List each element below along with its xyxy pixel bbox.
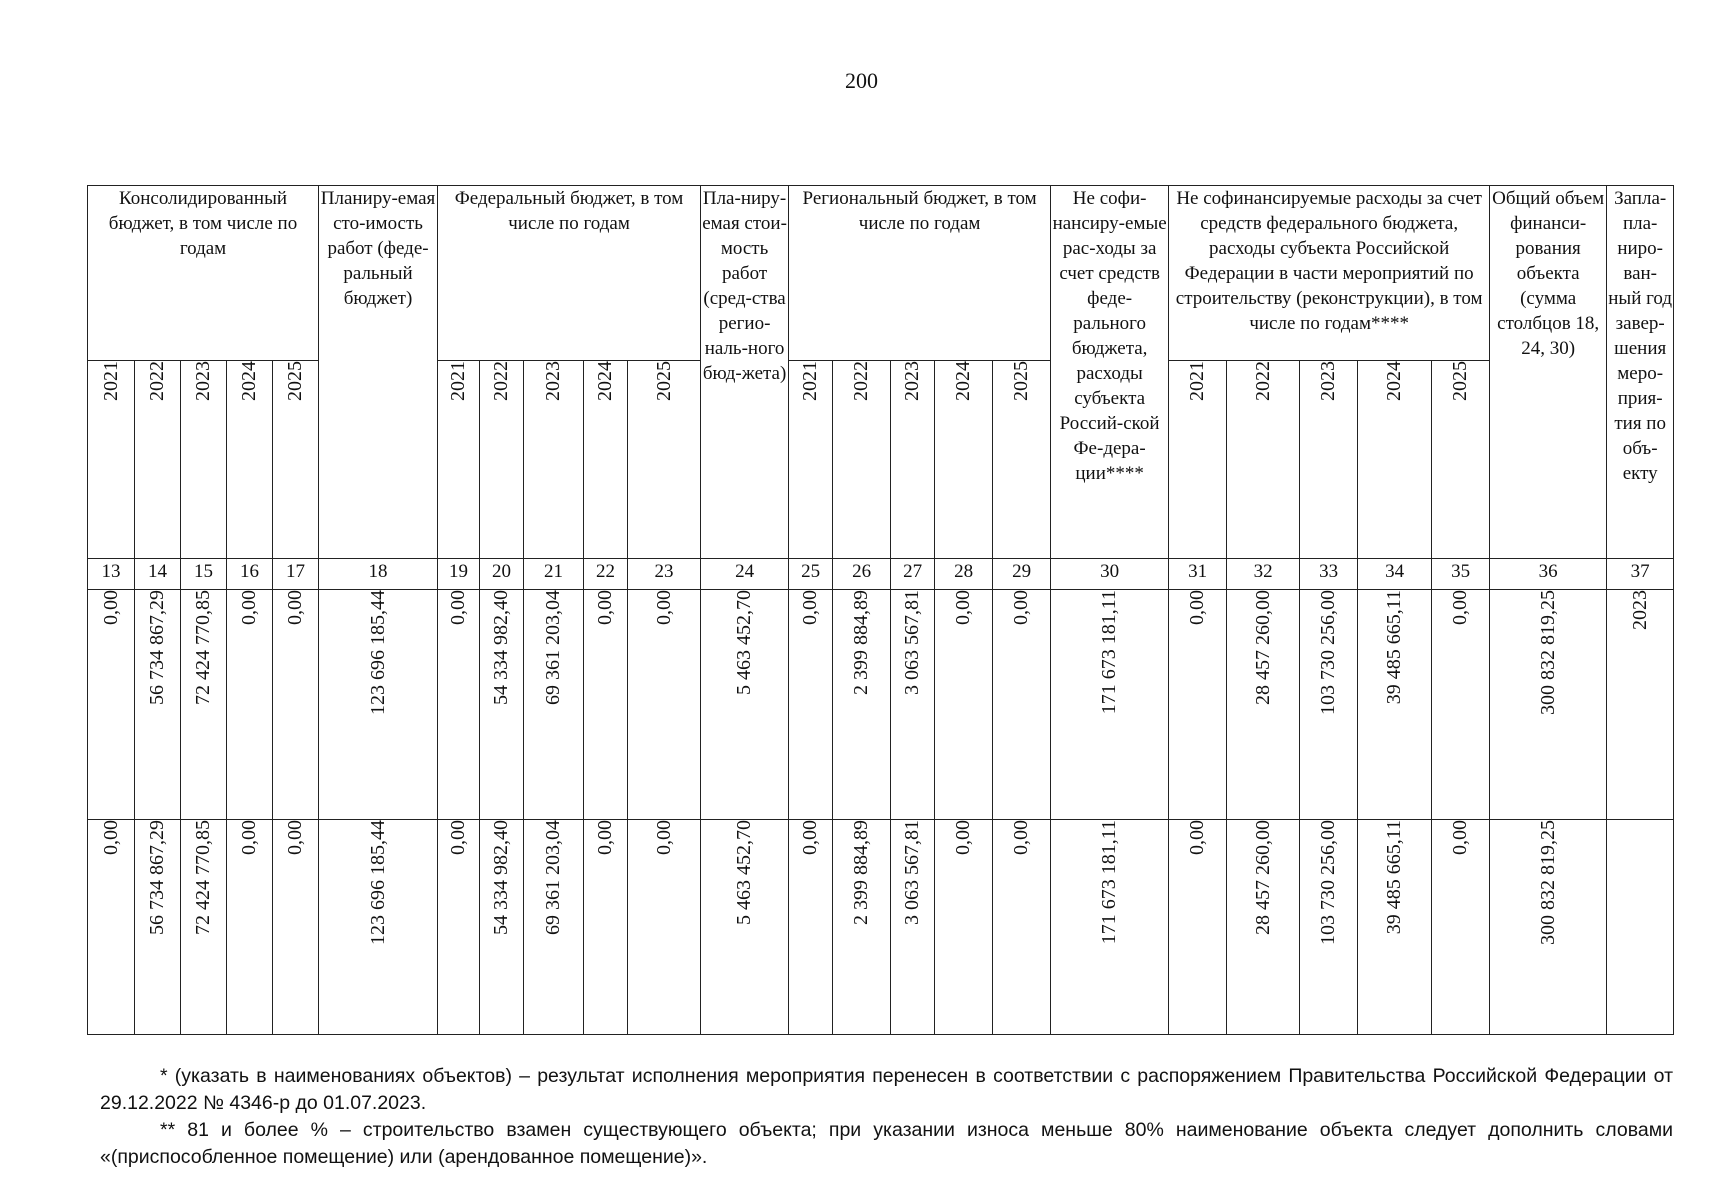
table-cell <box>701 590 789 820</box>
table-cell <box>891 820 935 1035</box>
cell-value: 0,00 <box>594 820 617 855</box>
table-cell <box>584 820 628 1035</box>
cell-value: 69 361 203,04 <box>542 590 565 705</box>
year-header: 2023 <box>891 361 935 559</box>
cell-value: 39 485 665,11 <box>1383 820 1406 935</box>
table-cell <box>935 590 993 820</box>
column-number: 20 <box>480 559 524 590</box>
table-cell <box>181 820 227 1035</box>
cell-value: 0,00 <box>1010 820 1033 855</box>
year-header: 2024 <box>227 361 273 559</box>
year-header: 2025 <box>993 361 1051 559</box>
table-cell <box>181 590 227 820</box>
table-cell <box>480 820 524 1035</box>
year-header: 2025 <box>273 361 319 559</box>
table-cell <box>1607 590 1674 820</box>
table-cell <box>1051 820 1169 1035</box>
column-number: 17 <box>273 559 319 590</box>
cell-value: 56 734 867,29 <box>146 820 168 935</box>
header-completion-year: Запла-пла-ниро-ван-ный год завер-шения меро-прия-тия по объ-екту <box>1607 186 1674 559</box>
column-number: 18 <box>319 559 438 590</box>
year-header: 2022 <box>480 361 524 559</box>
cell-value: 0,00 <box>99 820 122 855</box>
header-regional-budget: Региональный бюджет, в том числе по годам <box>789 186 1051 361</box>
table-cell <box>135 820 181 1035</box>
table-cell <box>524 590 584 820</box>
table-cell <box>1490 820 1607 1035</box>
year-header: 2024 <box>584 361 628 559</box>
table-cell <box>993 590 1051 820</box>
column-number: 25 <box>789 559 833 590</box>
table-cell <box>227 590 273 820</box>
column-number: 32 <box>1227 559 1300 590</box>
table-cell <box>584 590 628 820</box>
table-row <box>88 820 1674 1035</box>
table-cell <box>1432 590 1490 820</box>
column-number-row <box>88 559 1674 590</box>
table-cell <box>1300 590 1358 820</box>
column-number: 27 <box>891 559 935 590</box>
table-cell <box>1358 820 1432 1035</box>
column-number: 26 <box>833 559 891 590</box>
cell-value: 171 673 181,11 <box>1098 590 1121 715</box>
cell-value: 103 730 256,00 <box>1317 820 1340 945</box>
year-header: 2022 <box>135 361 181 559</box>
table-cell <box>524 820 584 1035</box>
table-cell <box>1227 820 1300 1035</box>
cell-value: 0,00 <box>238 820 260 855</box>
cell-value: 0,00 <box>1186 820 1209 855</box>
column-number: 33 <box>1300 559 1358 590</box>
table-cell <box>935 820 993 1035</box>
cell-value: 69 361 203,04 <box>542 820 565 935</box>
page-number: 200 <box>845 68 878 93</box>
table-cell <box>1051 590 1169 820</box>
cell-value: 300 832 819,25 <box>1536 590 1559 715</box>
cell-value: 123 696 185,44 <box>366 590 389 715</box>
cell-value: 0,00 <box>1449 820 1472 855</box>
header-consolidated-budget: Консолидированный бюджет, в том числе по годам <box>88 186 319 361</box>
table-cell <box>1607 820 1674 1035</box>
column-number: 35 <box>1432 559 1490 590</box>
table-cell <box>891 590 935 820</box>
column-number: 19 <box>438 559 480 590</box>
table-cell <box>88 820 135 1035</box>
year-header: 2023 <box>524 361 584 559</box>
cell-value: 72 424 770,85 <box>192 590 214 705</box>
year-header: 2022 <box>1227 361 1300 559</box>
cell-value: 2 399 884,89 <box>850 590 873 695</box>
cell-value: 28 457 260,00 <box>1251 590 1274 705</box>
column-number: 22 <box>584 559 628 590</box>
table-cell <box>1169 820 1227 1035</box>
table-cell <box>993 820 1051 1035</box>
table-cell <box>273 820 319 1035</box>
cell-value: 5 463 452,70 <box>733 590 756 695</box>
cell-value: 0,00 <box>99 590 122 625</box>
table-cell <box>1300 820 1358 1035</box>
cell-value: 300 832 819,25 <box>1536 820 1559 945</box>
column-number: 30 <box>1051 559 1169 590</box>
column-number: 13 <box>88 559 135 590</box>
year-header: 2021 <box>789 361 833 559</box>
footnote-2: ** 81 и более % – строительство взамен существующего объекта; при указании износа меньше 80% наименование объекта следует дополнить словами «(приспособленное помещение) или (арендованное помещение)». <box>100 1119 1673 1168</box>
table-cell <box>319 590 438 820</box>
cell-value: 0,00 <box>952 820 975 855</box>
column-number: 31 <box>1169 559 1227 590</box>
column-number: 21 <box>524 559 584 590</box>
cell-value: 0,00 <box>1010 590 1033 625</box>
table-row <box>88 590 1674 820</box>
table-cell <box>789 590 833 820</box>
year-header: 2021 <box>438 361 480 559</box>
cell-value: 2 399 884,89 <box>850 820 873 925</box>
column-number: 37 <box>1607 559 1674 590</box>
year-header: 2021 <box>88 361 135 559</box>
cell-value: 2023 <box>1628 590 1651 630</box>
cell-value: 0,00 <box>652 820 675 855</box>
column-number: 23 <box>628 559 701 590</box>
table-cell <box>438 820 480 1035</box>
table-cell <box>1169 590 1227 820</box>
header-federal-budget: Федеральный бюджет, в том числе по годам <box>438 186 701 361</box>
cell-value: 123 696 185,44 <box>366 820 389 945</box>
table-cell <box>1358 590 1432 820</box>
header-planned-cost-federal: Планиру-емая сто-имость работ (феде-ральный бюджет) <box>319 186 438 559</box>
cell-value: 0,00 <box>284 590 307 625</box>
table-cell <box>833 590 891 820</box>
year-header: 2022 <box>833 361 891 559</box>
table-cell <box>273 590 319 820</box>
header-non-cofinanced-by-year: Не софинансируемые расходы за счет средств федерального бюджета, расходы субъекта Российской Федерации в части мероприятий по строительству (реконструкции), в том числе по годам**** <box>1169 186 1490 361</box>
column-number: 29 <box>993 559 1051 590</box>
year-header: 2025 <box>1432 361 1490 559</box>
year-header: 2023 <box>181 361 227 559</box>
cell-value: 3 063 567,81 <box>901 820 924 925</box>
cell-value: 0,00 <box>594 590 617 625</box>
budget-table <box>87 185 1674 1035</box>
table-cell <box>88 590 135 820</box>
column-number: 28 <box>935 559 993 590</box>
year-header: 2024 <box>935 361 993 559</box>
header-non-cofinanced-expenses: Не софи-нансиру-емые рас-ходы за счет средств феде-рального бюджета, расходы субъекта Россий-ской Фе-дера-ции**** <box>1051 186 1169 559</box>
cell-value: 54 334 982,40 <box>490 590 513 705</box>
table-cell <box>438 590 480 820</box>
header-planned-cost-regional: Пла-ниру-емая стои-мость работ (сред-ства регио-наль-ного бюд-жета) <box>701 186 789 559</box>
column-number: 34 <box>1358 559 1432 590</box>
cell-value: 39 485 665,11 <box>1383 590 1406 705</box>
table-cell <box>319 820 438 1035</box>
cell-value: 0,00 <box>799 590 822 625</box>
year-header: 2021 <box>1169 361 1227 559</box>
cell-value: 72 424 770,85 <box>192 820 214 935</box>
table-cell <box>701 820 789 1035</box>
cell-value: 0,00 <box>1186 590 1209 625</box>
cell-value: 3 063 567,81 <box>901 590 924 695</box>
year-header: 2025 <box>628 361 701 559</box>
table-cell <box>1432 820 1490 1035</box>
column-number: 16 <box>227 559 273 590</box>
table-cell <box>227 820 273 1035</box>
cell-value: 0,00 <box>447 590 470 625</box>
table-cell <box>628 820 701 1035</box>
table-cell <box>1227 590 1300 820</box>
column-number: 24 <box>701 559 789 590</box>
cell-value: 5 463 452,70 <box>733 820 756 925</box>
table-cell <box>135 590 181 820</box>
cell-value: 54 334 982,40 <box>490 820 513 935</box>
table-cell <box>628 590 701 820</box>
cell-value: 103 730 256,00 <box>1317 590 1340 715</box>
table-cell <box>789 820 833 1035</box>
cell-value: 0,00 <box>952 590 975 625</box>
footnote-1: * (указать в наименованиях объектов) – результат исполнения мероприятия перенесен в соответствии с распоряжением Правительства Российской Федерации от 29.12.2022 № 4346-р до 01.07.2023. <box>100 1065 1673 1114</box>
column-number: 14 <box>135 559 181 590</box>
cell-value: 0,00 <box>447 820 470 855</box>
table-cell <box>833 820 891 1035</box>
cell-value: 0,00 <box>284 820 307 855</box>
year-header: 2024 <box>1358 361 1432 559</box>
cell-value: 0,00 <box>799 820 822 855</box>
cell-value: 56 734 867,29 <box>146 590 168 705</box>
column-number: 36 <box>1490 559 1607 590</box>
cell-value: 171 673 181,11 <box>1098 820 1121 945</box>
year-header: 2023 <box>1300 361 1358 559</box>
cell-value: 0,00 <box>1449 590 1472 625</box>
header-total-financing: Общий объем финанси-рования объекта (сумма столбцов 18, 24, 30) <box>1490 186 1607 559</box>
cell-value: 0,00 <box>238 590 260 625</box>
table-cell <box>1490 590 1607 820</box>
cell-value: 28 457 260,00 <box>1251 820 1274 935</box>
table-cell <box>480 590 524 820</box>
column-number: 15 <box>181 559 227 590</box>
cell-value: 0,00 <box>652 590 675 625</box>
